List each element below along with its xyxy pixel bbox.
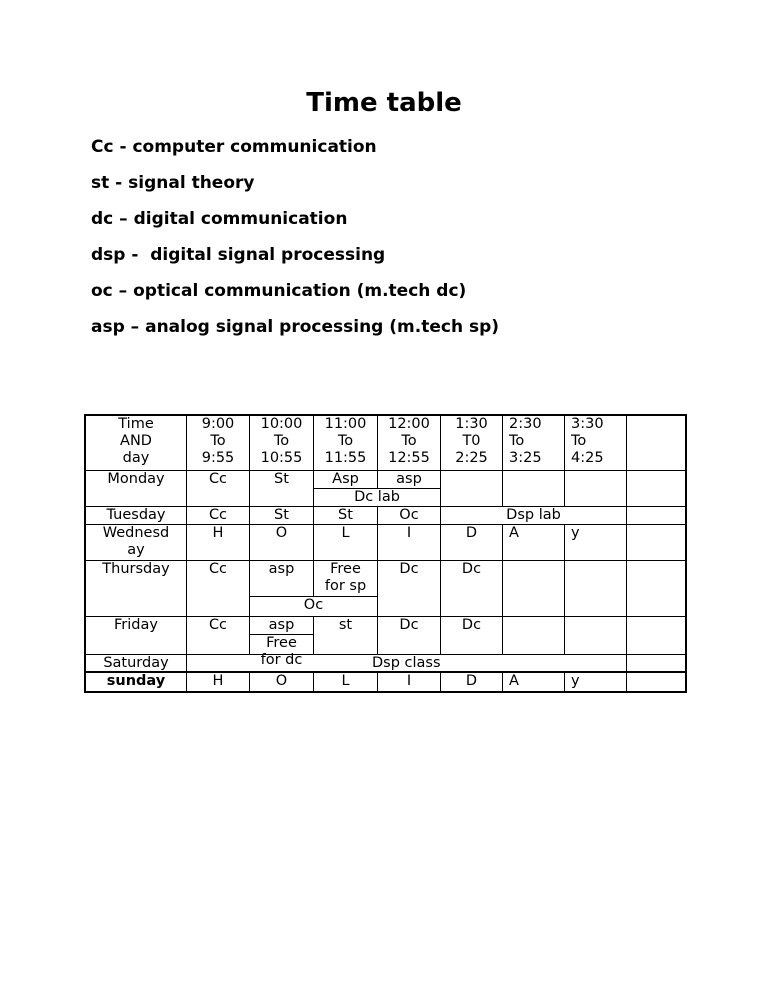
legend-item: Cc - computer communication bbox=[91, 137, 377, 157]
cell: Cc bbox=[187, 561, 250, 617]
cell: Cc bbox=[187, 507, 250, 525]
cell: asp bbox=[250, 561, 314, 597]
cell: L bbox=[314, 525, 378, 561]
day-thursday: Thursday bbox=[86, 561, 187, 617]
cell: O bbox=[250, 525, 314, 561]
empty-cell bbox=[441, 471, 503, 507]
legend-item: asp – analog signal processing (m.tech sp) bbox=[91, 317, 500, 337]
day-monday: Monday bbox=[86, 471, 187, 507]
cell: asp bbox=[378, 471, 441, 489]
day-tuesday: Tuesday bbox=[86, 507, 187, 525]
header-slot: 1:30 T0 2:25 bbox=[441, 416, 503, 471]
cell: y bbox=[565, 525, 627, 561]
day-saturday: Saturday bbox=[86, 655, 187, 673]
cell: I bbox=[378, 525, 441, 561]
empty-cell bbox=[627, 507, 685, 525]
timetable bbox=[84, 414, 687, 693]
cell: Dc bbox=[378, 617, 441, 655]
empty-cell bbox=[627, 673, 685, 691]
legend-item: st - signal theory bbox=[91, 173, 255, 193]
cell: Free for dc bbox=[260, 635, 303, 668]
empty-cell bbox=[565, 561, 627, 617]
empty-cell bbox=[627, 617, 685, 655]
day-wednesday: Wednesd ay bbox=[86, 525, 187, 561]
cell: St bbox=[314, 507, 378, 525]
empty-cell bbox=[503, 471, 565, 507]
cell: A bbox=[503, 673, 565, 691]
header-slot: 12:00 To 12:55 bbox=[378, 416, 441, 471]
header-slot: 9:00 To 9:55 bbox=[187, 416, 250, 471]
empty-cell bbox=[627, 655, 685, 673]
empty-cell bbox=[627, 471, 685, 507]
cell: D bbox=[441, 525, 503, 561]
cell: Dc bbox=[378, 561, 441, 617]
cell: L bbox=[314, 673, 378, 691]
empty-cell bbox=[627, 561, 685, 617]
cell-lab: Dsp lab bbox=[441, 507, 627, 525]
empty-cell bbox=[565, 471, 627, 507]
cell-lab: Dc lab bbox=[314, 489, 441, 507]
page-title: Time table bbox=[306, 88, 462, 118]
cell: Free for sp bbox=[314, 561, 378, 597]
day-friday: Friday bbox=[86, 617, 187, 655]
empty-cell bbox=[503, 617, 565, 655]
cell: H bbox=[187, 525, 250, 561]
empty-cell bbox=[565, 617, 627, 655]
header-slot: 3:30 To 4:25 bbox=[565, 416, 627, 471]
cell: H bbox=[187, 673, 250, 691]
cell: Asp bbox=[314, 471, 378, 489]
empty-cell bbox=[627, 416, 685, 471]
cell: st bbox=[314, 617, 378, 655]
header-slot: 10:00 To 10:55 bbox=[250, 416, 314, 471]
header-slot: 11:00 To 11:55 bbox=[314, 416, 378, 471]
cell: y bbox=[565, 673, 627, 691]
empty-cell bbox=[503, 561, 565, 617]
legend-item: dc – digital communication bbox=[91, 209, 348, 229]
cell: Dc bbox=[441, 561, 503, 617]
cell: A bbox=[503, 525, 565, 561]
cell-class: Dsp class bbox=[187, 655, 627, 673]
cell-oc: Oc bbox=[250, 597, 378, 617]
cell: Dc bbox=[441, 617, 503, 655]
cell: I bbox=[378, 673, 441, 691]
cell: O bbox=[250, 673, 314, 691]
cell: St bbox=[250, 471, 314, 507]
header-time-day: Time AND day bbox=[86, 416, 187, 471]
cell-split bbox=[250, 617, 314, 668]
cell: Oc bbox=[378, 507, 441, 525]
empty-cell bbox=[627, 525, 685, 561]
cell: St bbox=[250, 507, 314, 525]
legend-item: dsp - digital signal processing bbox=[91, 245, 386, 265]
cell: Cc bbox=[187, 617, 250, 655]
cell: Cc bbox=[187, 471, 250, 507]
cell: asp bbox=[250, 617, 313, 635]
legend-item: oc – optical communication (m.tech dc) bbox=[91, 281, 467, 301]
header-slot: 2:30 To 3:25 bbox=[503, 416, 565, 471]
day-sunday: sunday bbox=[86, 673, 187, 691]
cell: D bbox=[441, 673, 503, 691]
